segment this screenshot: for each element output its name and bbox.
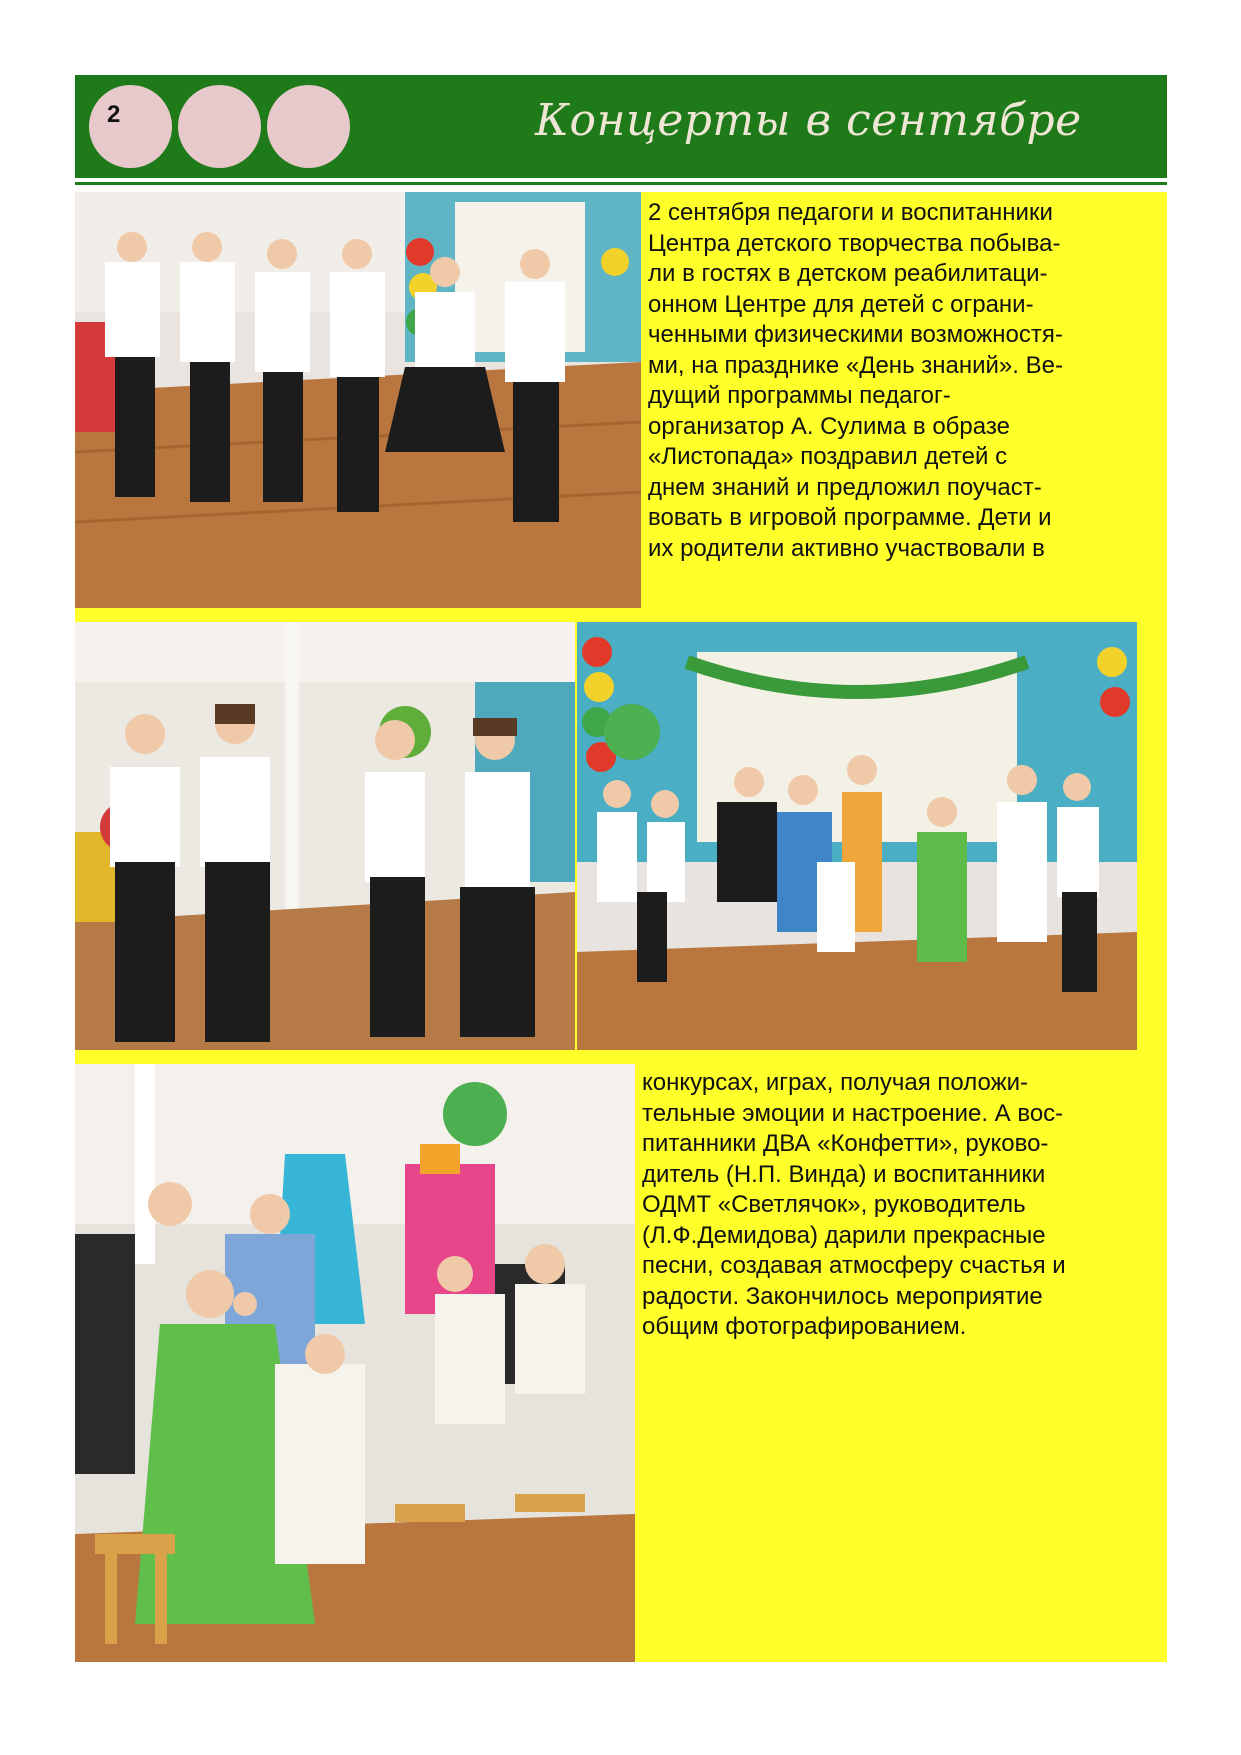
text-line: онном Центре для детей с ограни- — [648, 290, 1034, 318]
text-line: организатор А. Сулима в образе — [648, 412, 1010, 440]
text-line: дущий программы педагог- — [648, 382, 951, 409]
text-line: 2 сентября педагоги и воспитанники — [648, 199, 1053, 226]
text-line: ли в гостях в детском реабилитаци- — [648, 260, 1048, 287]
decor-circle — [89, 85, 172, 168]
decor-circle — [267, 85, 350, 168]
text-line: конкурсах, играх, получая положи- — [642, 1069, 1029, 1096]
photo-dancing-children — [75, 192, 641, 608]
photo-group-stage — [577, 622, 1137, 1050]
text-line: дитель (Н.П. Винда) и воспитанники — [642, 1160, 1046, 1188]
page-number: 2 — [107, 101, 121, 128]
text-line: общим фотографированием. — [642, 1313, 967, 1340]
photo-audience — [75, 1064, 635, 1662]
text-line: днем знаний и предложил поучаст- — [648, 473, 1042, 501]
text-line: (Л.Ф.Демидова) дарили прекрасные — [642, 1221, 1046, 1249]
text-line: ми, на празднике «День знаний». Ве- — [648, 351, 1063, 379]
text-line: радости. Закончилось мероприятие — [642, 1282, 1043, 1310]
text-line: ченными физическими возможностя- — [648, 321, 1063, 348]
page-title: Концерты в сентябре — [535, 95, 1082, 146]
header-band — [75, 75, 1167, 178]
text-line: песни, создавая атмосферу счастья и — [642, 1252, 1066, 1279]
text-line: ОДМТ «Светлячок», руководитель — [642, 1191, 1026, 1218]
text-line: их родители активно участвовали в — [648, 534, 1045, 562]
text-line: питанники ДВА «Конфетти», руково- — [642, 1130, 1049, 1157]
text-line: Центра детского творчества побыва- — [648, 229, 1061, 257]
article-paragraph-1 — [648, 198, 1163, 564]
header-divider — [75, 182, 1167, 185]
photo-singing-girls — [75, 622, 575, 1050]
text-line: «Листопада» поздравил детей с — [648, 443, 1008, 470]
decor-circle — [178, 85, 261, 168]
text-line: вовать в игровой программе. Дети и — [648, 504, 1052, 531]
article-paragraph-2 — [642, 1068, 1162, 1343]
text-line: тельные эмоции и настроение. А вос- — [642, 1099, 1064, 1127]
